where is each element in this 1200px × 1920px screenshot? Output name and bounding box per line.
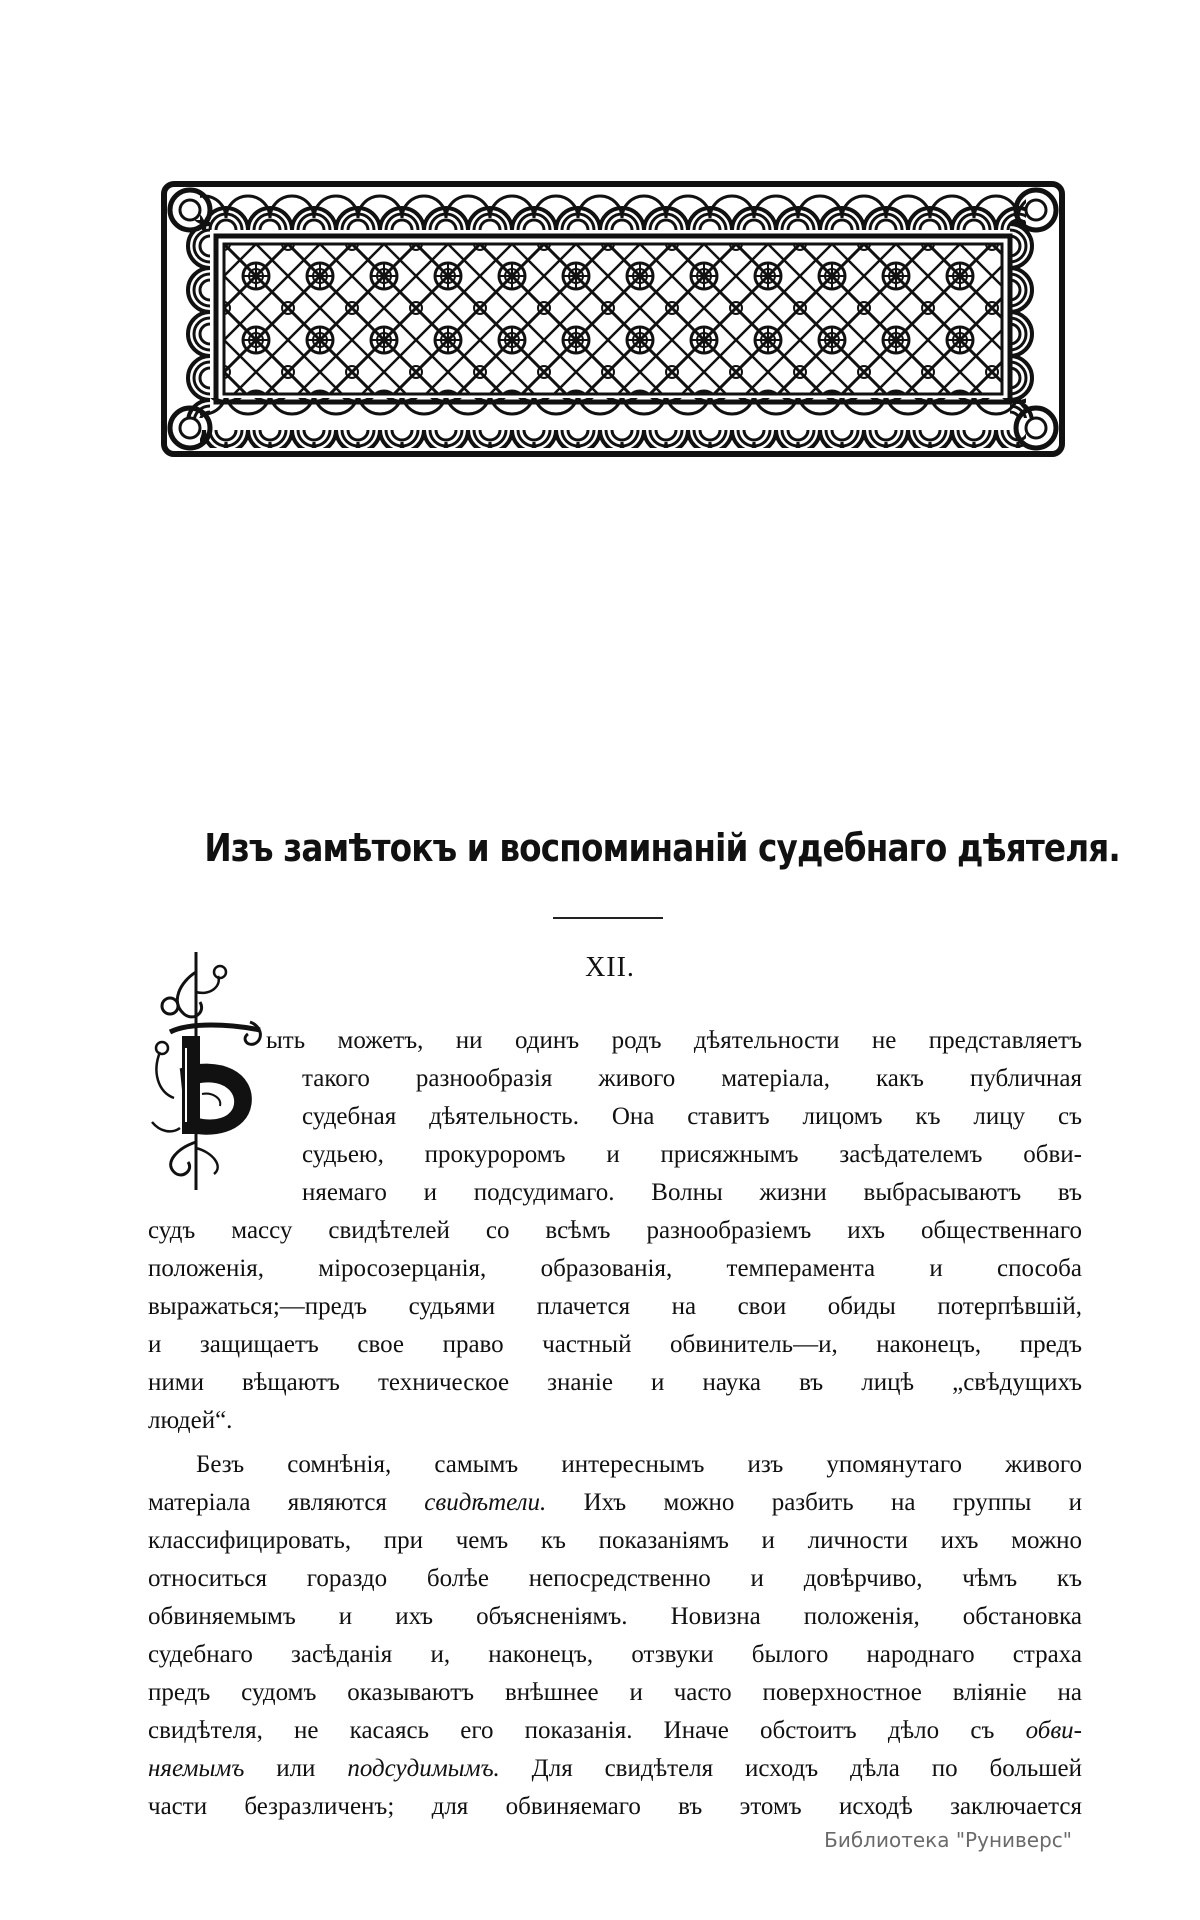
title-divider [553, 917, 663, 919]
text-line [148, 1750, 1082, 1788]
library-watermark: Библиотека "Руниверс" [824, 1828, 1072, 1852]
text-line: няемаго и подсудимаго. Волны жизни выбрасываютъ въ [302, 1179, 1082, 1206]
text-line: и защищаетъ свое право частный обвинитель—и, наконецъ, предъ [148, 1331, 1082, 1358]
emphasis: обви- [1025, 1717, 1082, 1744]
text-line: судебная дѣятельность. Она ставитъ лицомъ къ лицу съ [302, 1103, 1082, 1130]
page-title: Изъ замѣтокъ и воспоминаній судебнаго дѣятеля. [204, 826, 1120, 870]
text-span: матеріала являются [148, 1489, 425, 1516]
text-line [148, 1484, 1082, 1522]
text-span: Для свидѣтеля исходъ дѣла по большей [499, 1755, 1082, 1782]
text-line: ними вѣщаютъ техническое знаніе и наука въ лицѣ „свѣдущихъ [148, 1369, 1082, 1396]
text-line: людей“. [148, 1407, 233, 1434]
emphasis: няемымъ [148, 1755, 245, 1782]
text-line: такого разнообразія живого матеріала, какъ публичная [302, 1065, 1082, 1092]
text-line: судьею, прокуроромъ и присяжнымъ засѣдателемъ обви- [302, 1141, 1082, 1168]
text-span: свидѣтеля, не касаясь его показанія. Иначе обстоитъ дѣло съ [148, 1717, 1026, 1744]
text-line: судебнаго засѣданія и, наконецъ, отзвуки былого народнаго страха [148, 1641, 1082, 1668]
emphasis: свидѣтели. [424, 1489, 547, 1516]
text-line [148, 1712, 1082, 1750]
text-line: положенія, міросозерцанія, образованія, темперамента и способа [148, 1255, 1082, 1282]
ornamental-headpiece [160, 180, 1066, 458]
text-line: части безразличенъ; для обвиняемаго въ этомъ исходѣ заключается [148, 1793, 1082, 1820]
section-number: XII. [585, 952, 635, 983]
text-line: классифицировать, при чемъ къ показаніямъ и личности ихъ можно [148, 1527, 1082, 1554]
emphasis: подсудимымъ. [347, 1755, 500, 1782]
text-line: обвиняемымъ и ихъ объясненіямъ. Новизна положенія, обстановка [148, 1603, 1082, 1630]
text-line: ыть можетъ, ни одинъ родъ дѣятельности не представляетъ [266, 1027, 1082, 1054]
text-line: относиться гораздо болѣе непосредственно и довѣрчиво, чѣмъ къ [148, 1565, 1082, 1592]
text-line: выражаться;—предъ судьями плачется на свои обиды потерпѣвшій, [148, 1293, 1082, 1320]
text-line: Безъ сомнѣнія, самымъ интереснымъ изъ упомянутаго живого [196, 1451, 1082, 1478]
text-line: судъ массу свидѣтелей со всѣмъ разнообразіемъ ихъ общественнаго [148, 1217, 1082, 1244]
text-span: Ихъ можно разбить на группы и [546, 1489, 1082, 1516]
decorative-dropcap [150, 952, 270, 1192]
text-span: или [244, 1755, 348, 1782]
text-line: предъ судомъ оказываютъ внѣшнее и часто поверхностное вліяніе на [148, 1679, 1082, 1706]
